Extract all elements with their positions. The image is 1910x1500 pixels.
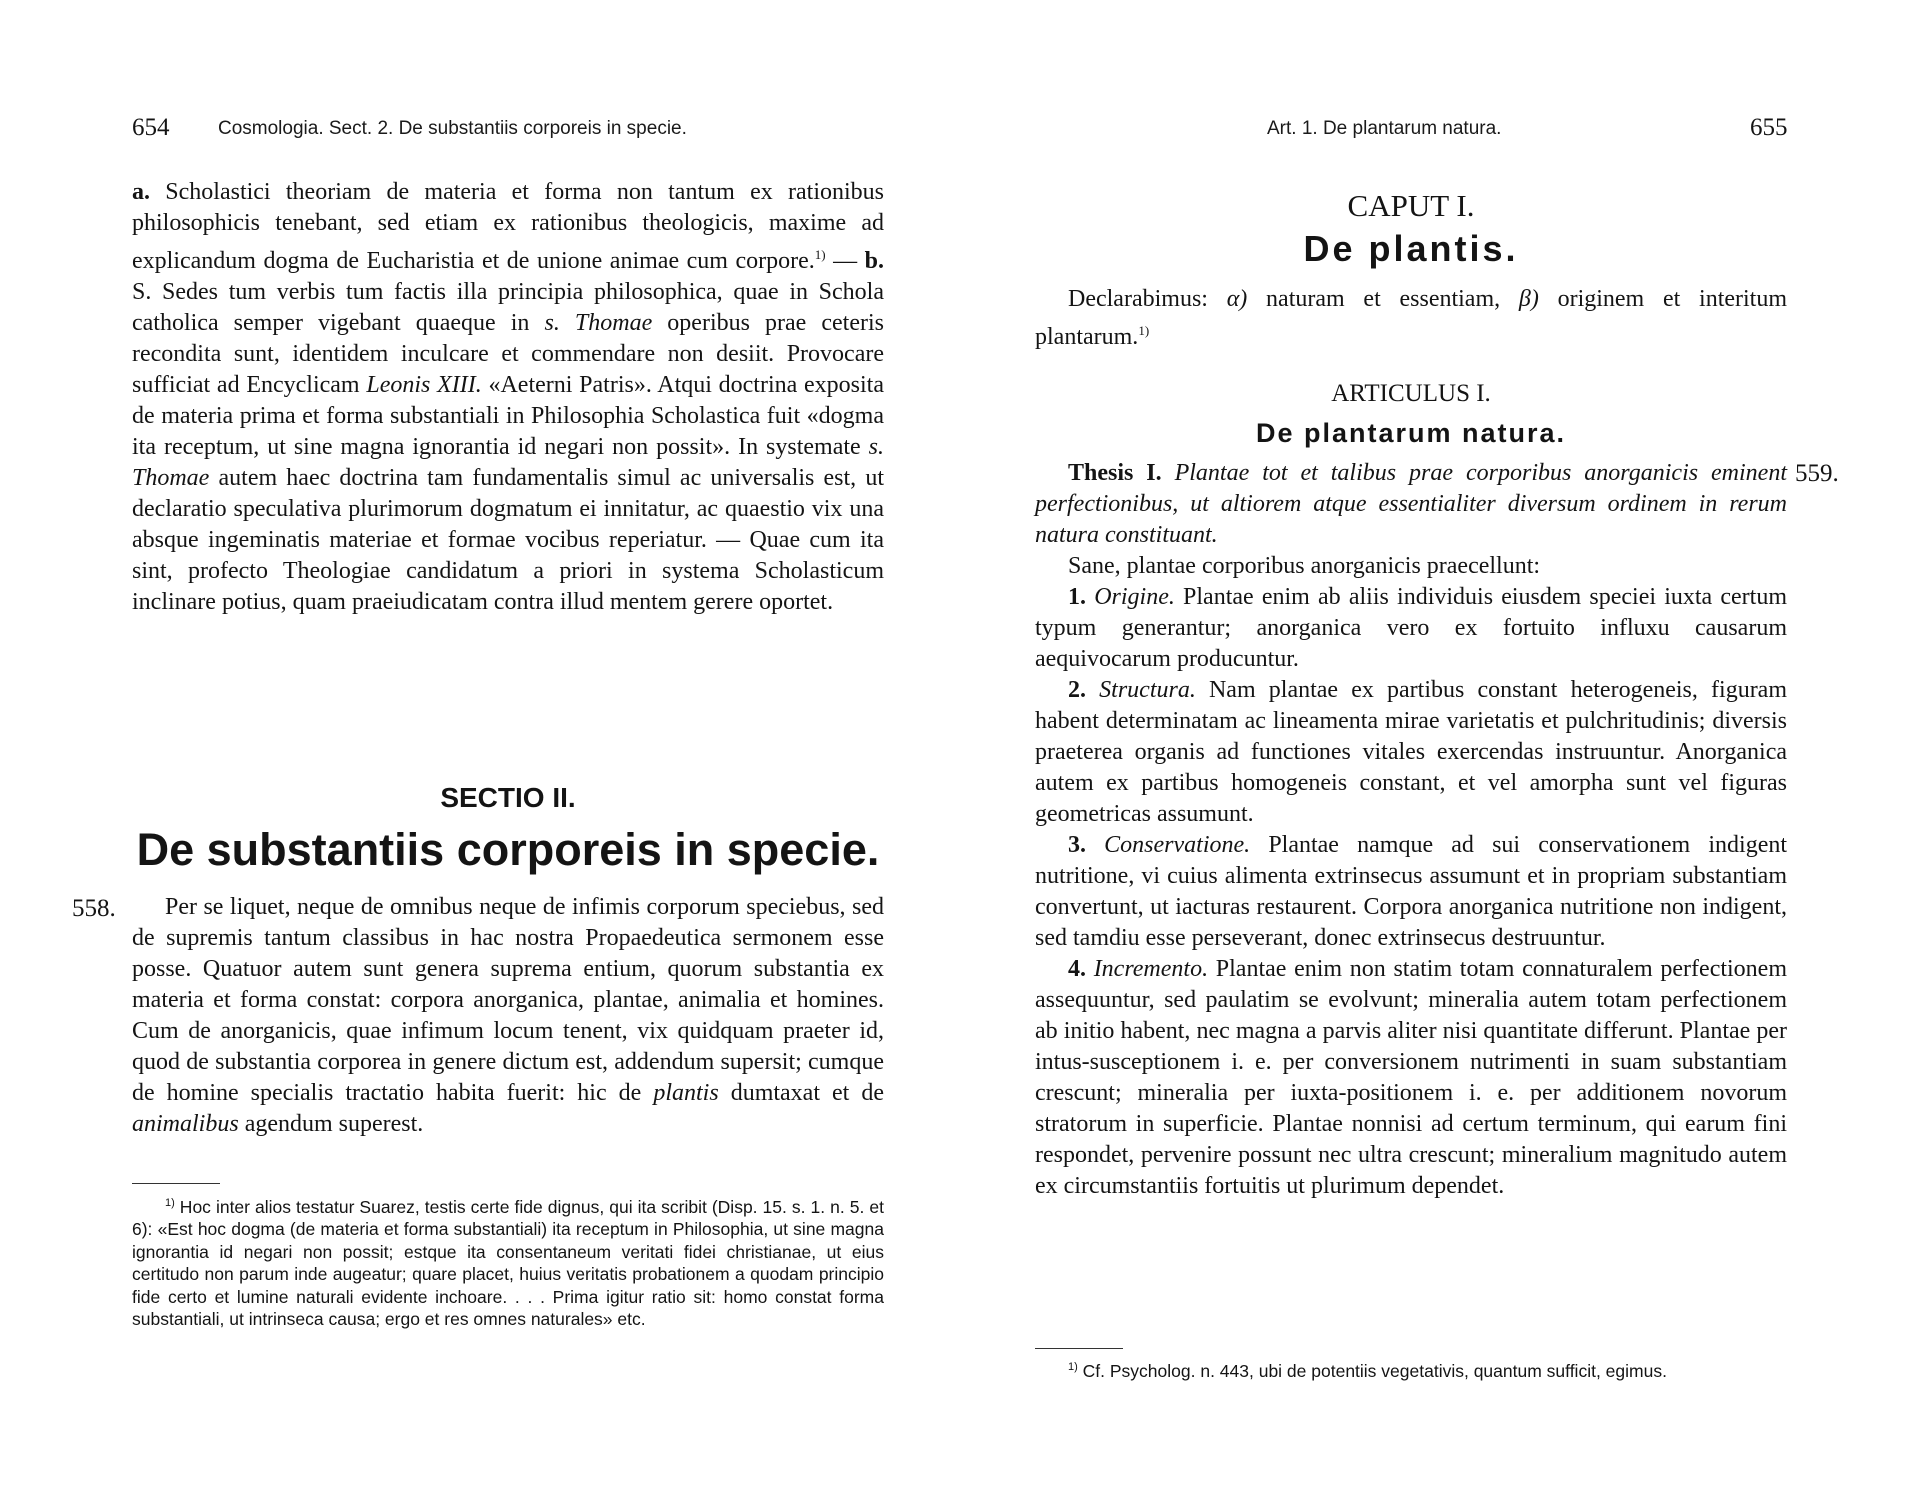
footnote: $^{1)}$ Hoc inter alios testatur Suarez, testis certe fide dignus, qui ita scribit (Disp. 15. s. 1. n. 5. et 6): «Est hoc dogma (de materia et forma substantiali) ita receptum in Philosophia, ut sine magna ignorantia id negari non possit; estque ita consentaneum veritati fidei christianae, ut eius certitudo non parum inde augeatur; quare placet, huius veritatis probationem a quodam principio fide certo et lumine naturali evidente inchoare. . . . Prima igitur ratio sit: homo constat forma substantiali, ut intrinseca causa; ergo et res omnes naturales» etc.	[132, 1196, 884, 1330]
section-title: De substantiis corporeis in specie.	[136, 824, 880, 875]
thesis-label: Thesis I.	[1068, 460, 1162, 486]
section-label: SECTIO II.	[440, 782, 576, 813]
right-page	[955, 0, 1910, 1500]
caput-label: CAPUT I.	[1347, 188, 1475, 223]
sane-line: Sane, plantae corporibus anorganicis praecellunt:	[1068, 553, 1541, 579]
running-head: Cosmologia. Sect. 2. De substantiis corporeis in specie.	[218, 118, 687, 139]
intro-paragraph: Declarabimus: α) naturam et essentiam, β) originem et interitum plantarum.$^{1)}$	[1035, 286, 1788, 350]
running-head: Art. 1. De plantarum natura.	[1267, 118, 1502, 139]
page-number: 655	[1750, 114, 1788, 141]
point-4: 4. Incremento. Plantae enim non statim totam connaturalem perfectionem assequuntur, sed paulatim se evolvunt; mineralia autem totam perfectionem ab initio habent, nec magna a parvis aliter nisi quantitate differunt. Plantae per intus-susceptionem i. e. per conversionem nutrimenti in suam substantiam crescunt; mineralia per iuxta-positionem i. e. per additionem novorum stratorum in superficie. Plantae nonnisi ad certum terminum, qui earum fini respondet, pervenire possunt nec ultra crescunt; mineralium magnitudo autem ex circumstantiis fortuitis ut plurimum dependet.	[1035, 956, 1788, 1199]
points-block	[1035, 551, 1787, 1202]
paragraph-558: Per se liquet, neque de omnibus neque de infimis corporum speciebus, sed de supremis tantum classibus in hac nostra Propaedeutica sermonem esse posse. Quatuor autem sunt genera suprema entium, quorum substantia ex materia et forma constat: corpora anorganica, plantae, animalia et homines. Cum de anorganicis, quae infimum locum tenent, vix quidquam praeter id, quod de substantia corporea in genere dictum est, addendum supersit; cumque de homine specialis tractatio habita fuerit: hic de plantis dumtaxat et de animalibus agendum superest.	[132, 894, 885, 1137]
thesis: Thesis I. Plantae tot et talibus prae corporibus anorganicis eminent perfectionibus, ut altiorem atque essentialiter diversum ordinem in rerum natura constituant.	[1035, 460, 1787, 548]
footnote-divider	[1035, 1348, 1123, 1349]
paragraph-a: a. Scholastici theoriam de materia et forma non tantum ex rationibus philosophicis tenebant, sed etiam ex rationibus theologicis, maxime ad explicandum dogma de Eucharistia et de unione animae cum corpore.$^{1)}$ — b. S. Sedes tum verbis tum factis illa principia philosophica, quae in Schola catholica semper vigebant quaeque in s. Thomae operibus prae ceteris recondita sunt, identidem inculcare et commendare non desiit. Provocare sufficiat ad Encyclicam Leonis XIII. «Aeterni Patris». Atqui doctrina exposita de materia prima et forma substantiali in Philosophia Scholastica fuit «dogma ita receptum, ut sine magna ignorantia id negari non possit». In systemate s. Thomae autem haec doctrina tam fundamentalis simul ac universalis est, ut declaratio speculativa plurimorum dogmatum ei innitatur, ac quaestio vix una absque ingeminatis materiae et formae vocibus reperiatur. — Quae cum ita sint, profecto Theologiae candidatum a priori in systema Scholasticum inclinare potius, quam praeiudicatam contra illud mentem gerere oportet.	[132, 179, 885, 615]
label-a: a.	[132, 179, 150, 205]
point-3: 3. Conservatione. Plantae namque ad sui conservationem indigent nutritione, vi cuius alimenta extrinsecus assumunt et in propriam substantiam convertunt, ut iacturas restaurent. Corpora anorganica nutritione non indigent, sed tamdiu esse perseverant, donec extrinsecus destruuntur.	[1035, 832, 1788, 951]
page-number: 654	[132, 114, 170, 141]
articulus-label: ARTICULUS I.	[1331, 380, 1491, 407]
margin-number: 558.	[72, 895, 116, 922]
footnote-mark: 1)	[814, 247, 826, 262]
footnote-divider	[132, 1183, 220, 1184]
articulus-title: De plantarum natura.	[1255, 418, 1567, 448]
footnote: $^{1)}$ Cf. Psycholog. n. 443, ubi de potentiis vegetativis, quantum sufficit, egimus.	[1068, 1360, 1667, 1381]
label-b: b.	[864, 248, 884, 274]
point-2: 2. Structura. Nam plantae ex partibus constant heterogeneis, figuram habent determinatam ac lineamenta mirae varietatis et pulchritudinis; diversis praeterea organis ad functiones vitales exercendas instruuntur. Anorganica autem ex partibus homogeneis constant, et vel amorpha sunt vel figuras geometricas assumunt.	[1035, 677, 1788, 827]
point-1: 1. Origine. Plantae enim ab aliis individuis eiusdem speciei iuxta certum typum generantur; anorganica vero ex fortuito influxu causarum aequivocarum producuntur.	[1035, 584, 1787, 672]
caput-title: De plantis.	[1303, 228, 1519, 269]
margin-number: 559.	[1795, 460, 1839, 487]
